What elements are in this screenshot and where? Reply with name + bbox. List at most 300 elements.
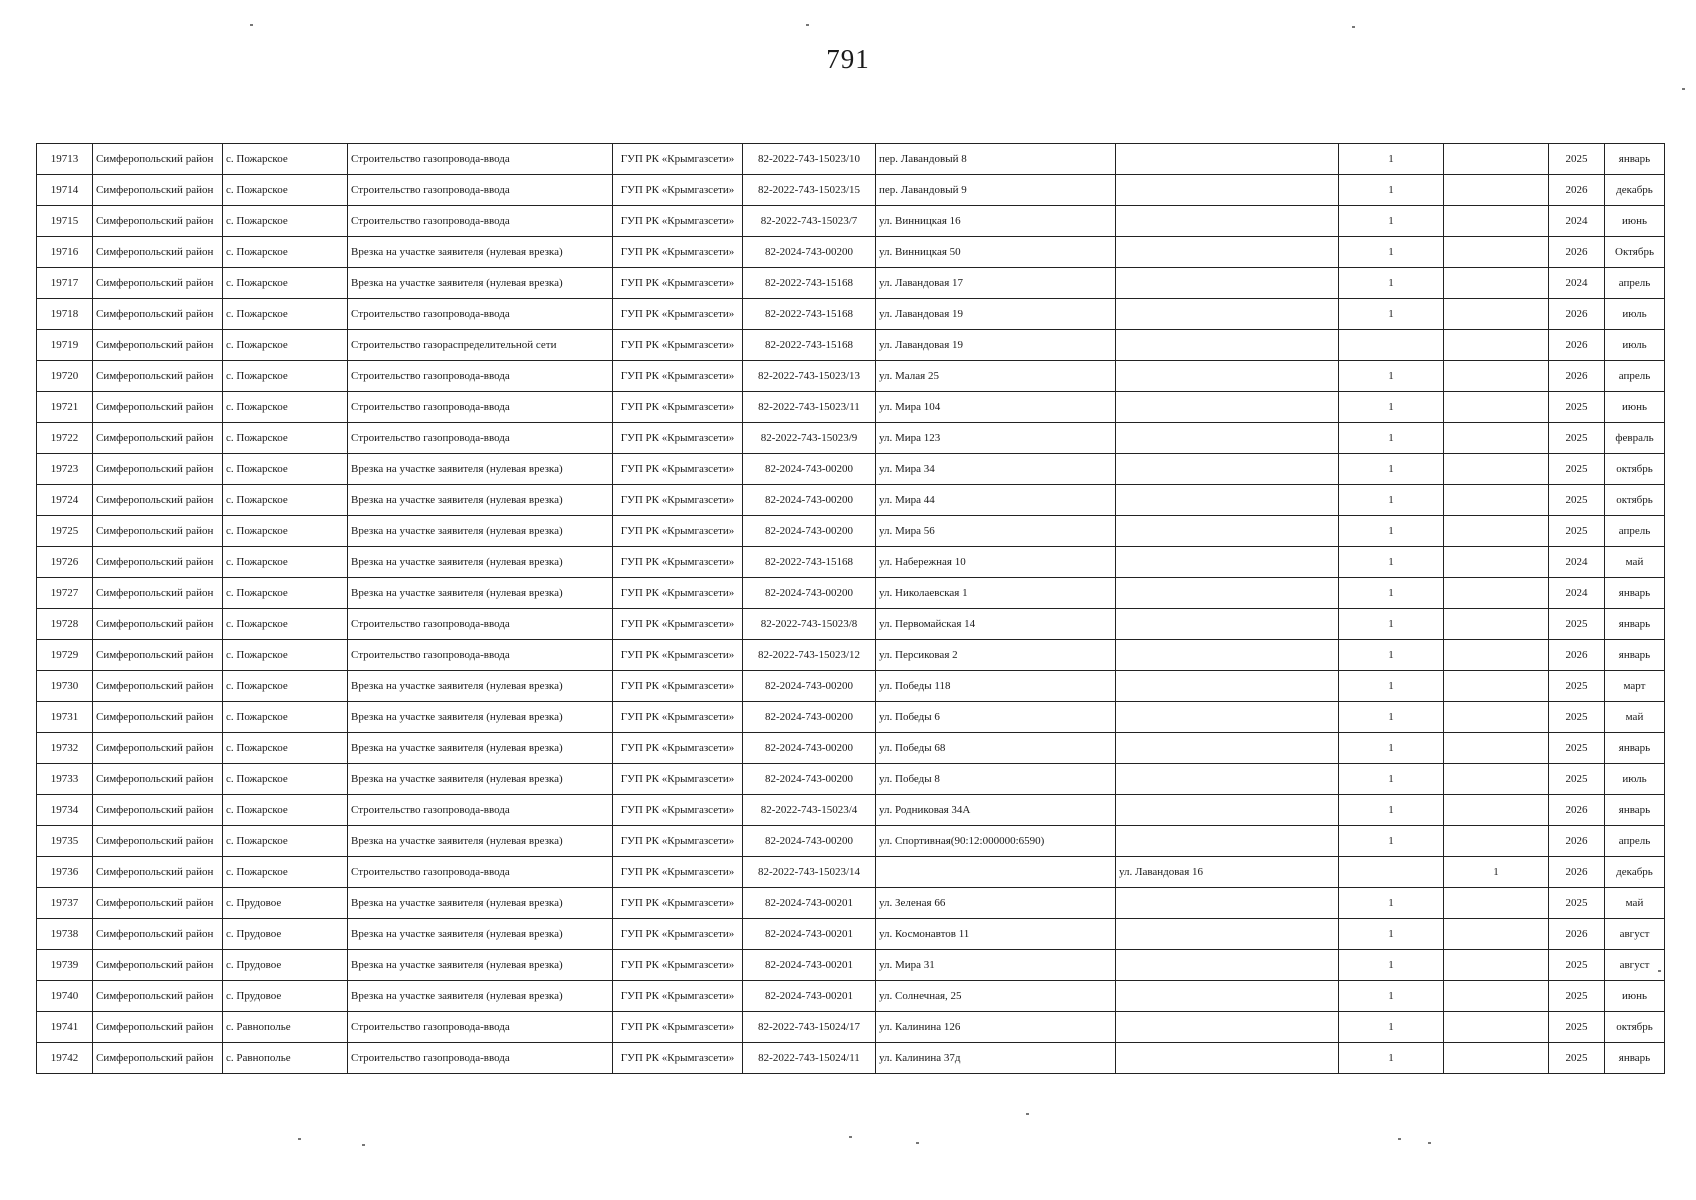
month-cell: январь [1605,640,1665,671]
organization-cell: ГУП РК «Крымгазсети» [613,1043,743,1074]
address-cell: ул. Николаевская 1 [876,578,1116,609]
address-alt-cell [1116,547,1339,578]
village-cell: с. Пожарское [223,795,348,826]
table-row [37,795,1665,826]
address-alt-cell [1116,640,1339,671]
quantity-cell: 1 [1339,888,1444,919]
address-cell: ул. Первомайская 14 [876,609,1116,640]
month-cell: май [1605,547,1665,578]
district-cell: Симферопольский район [93,764,223,795]
address-alt-cell [1116,1012,1339,1043]
work-type-cell: Строительство газопровода-ввода [348,609,613,640]
year-cell: 2025 [1549,764,1605,795]
quantity-alt-cell [1444,299,1549,330]
address-cell: ул. Мира 104 [876,392,1116,423]
organization-cell: ГУП РК «Крымгазсети» [613,609,743,640]
district-cell: Симферопольский район [93,330,223,361]
quantity-alt-cell [1444,175,1549,206]
row-number-cell: 19715 [37,206,93,237]
table-row [37,609,1665,640]
quantity-cell: 1 [1339,268,1444,299]
permit-code-cell: 82-2024-743-00200 [743,671,876,702]
month-cell: февраль [1605,423,1665,454]
work-type-cell: Врезка на участке заявителя (нулевая врезка) [348,671,613,702]
row-number-cell: 19713 [37,144,93,175]
address-cell [876,857,1116,888]
address-alt-cell [1116,237,1339,268]
permit-code-cell: 82-2024-743-00201 [743,919,876,950]
address-alt-cell [1116,206,1339,237]
quantity-alt-cell [1444,981,1549,1012]
row-number-cell: 19718 [37,299,93,330]
row-number-cell: 19741 [37,1012,93,1043]
permit-code-cell: 82-2022-743-15023/10 [743,144,876,175]
permit-code-cell: 82-2024-743-00200 [743,516,876,547]
village-cell: с. Пожарское [223,547,348,578]
quantity-alt-cell [1444,330,1549,361]
village-cell: с. Пожарское [223,299,348,330]
permit-code-cell: 82-2022-743-15023/12 [743,640,876,671]
month-cell: январь [1605,144,1665,175]
organization-cell: ГУП РК «Крымгазсети» [613,454,743,485]
work-type-cell: Врезка на участке заявителя (нулевая врезка) [348,454,613,485]
permit-code-cell: 82-2024-743-00201 [743,888,876,919]
permit-code-cell: 82-2024-743-00200 [743,764,876,795]
address-cell: ул. Набережная 10 [876,547,1116,578]
permit-code-cell: 82-2022-743-15023/4 [743,795,876,826]
quantity-cell [1339,857,1444,888]
table-row [37,547,1665,578]
organization-cell: ГУП РК «Крымгазсети» [613,671,743,702]
month-cell: август [1605,919,1665,950]
village-cell: с. Пожарское [223,702,348,733]
district-cell: Симферопольский район [93,640,223,671]
row-number-cell: 19739 [37,950,93,981]
quantity-alt-cell [1444,1012,1549,1043]
table-row [37,1043,1665,1074]
table-row [37,857,1665,888]
register-table [36,143,1665,1074]
row-number-cell: 19717 [37,268,93,299]
month-cell: январь [1605,795,1665,826]
district-cell: Симферопольский район [93,578,223,609]
district-cell: Симферопольский район [93,299,223,330]
address-cell: пер. Лавандовый 8 [876,144,1116,175]
work-type-cell: Врезка на участке заявителя (нулевая врезка) [348,485,613,516]
quantity-cell: 1 [1339,764,1444,795]
work-type-cell: Строительство газопровода-ввода [348,640,613,671]
year-cell: 2025 [1549,516,1605,547]
address-cell: ул. Победы 118 [876,671,1116,702]
table-row [37,826,1665,857]
address-alt-cell [1116,981,1339,1012]
district-cell: Симферопольский район [93,485,223,516]
year-cell: 2026 [1549,361,1605,392]
village-cell: с. Пожарское [223,206,348,237]
register-body [37,144,1665,1074]
district-cell: Симферопольский район [93,888,223,919]
organization-cell: ГУП РК «Крымгазсети» [613,888,743,919]
address-cell: ул. Лавандовая 19 [876,299,1116,330]
quantity-alt-cell [1444,423,1549,454]
row-number-cell: 19727 [37,578,93,609]
month-cell: Октябрь [1605,237,1665,268]
address-cell: ул. Мира 34 [876,454,1116,485]
table-row [37,1012,1665,1043]
village-cell: с. Пожарское [223,516,348,547]
scan-speck [250,24,253,26]
district-cell: Симферопольский район [93,547,223,578]
village-cell: с. Пожарское [223,268,348,299]
scan-speck [1428,1142,1431,1144]
address-alt-cell [1116,764,1339,795]
table-row [37,454,1665,485]
address-alt-cell [1116,888,1339,919]
quantity-cell: 1 [1339,1043,1444,1074]
organization-cell: ГУП РК «Крымгазсети» [613,640,743,671]
address-alt-cell [1116,175,1339,206]
organization-cell: ГУП РК «Крымгазсети» [613,392,743,423]
village-cell: с. Пожарское [223,330,348,361]
month-cell: июль [1605,764,1665,795]
work-type-cell: Врезка на участке заявителя (нулевая врезка) [348,950,613,981]
work-type-cell: Строительство газопровода-ввода [348,857,613,888]
address-alt-cell [1116,919,1339,950]
address-alt-cell [1116,485,1339,516]
year-cell: 2025 [1549,1043,1605,1074]
quantity-cell: 1 [1339,144,1444,175]
quantity-alt-cell [1444,1043,1549,1074]
quantity-cell: 1 [1339,702,1444,733]
organization-cell: ГУП РК «Крымгазсети» [613,795,743,826]
work-type-cell: Строительство газопровода-ввода [348,175,613,206]
organization-cell: ГУП РК «Крымгазсети» [613,423,743,454]
district-cell: Симферопольский район [93,702,223,733]
quantity-cell: 1 [1339,392,1444,423]
district-cell: Симферопольский район [93,516,223,547]
quantity-alt-cell [1444,454,1549,485]
quantity-alt-cell [1444,392,1549,423]
address-cell: ул. Космонавтов 11 [876,919,1116,950]
organization-cell: ГУП РК «Крымгазсети» [613,268,743,299]
village-cell: с. Равнополье [223,1043,348,1074]
address-cell: ул. Победы 68 [876,733,1116,764]
table-row [37,299,1665,330]
permit-code-cell: 82-2022-743-15024/11 [743,1043,876,1074]
quantity-cell: 1 [1339,206,1444,237]
month-cell: январь [1605,578,1665,609]
year-cell: 2025 [1549,702,1605,733]
table-row [37,578,1665,609]
organization-cell: ГУП РК «Крымгазсети» [613,919,743,950]
permit-code-cell: 82-2022-743-15023/13 [743,361,876,392]
row-number-cell: 19724 [37,485,93,516]
address-cell: ул. Лавандовая 19 [876,330,1116,361]
quantity-cell: 1 [1339,609,1444,640]
quantity-alt-cell [1444,733,1549,764]
district-cell: Симферопольский район [93,237,223,268]
row-number-cell: 19736 [37,857,93,888]
permit-code-cell: 82-2024-743-00200 [743,237,876,268]
organization-cell: ГУП РК «Крымгазсети» [613,516,743,547]
permit-code-cell: 82-2022-743-15168 [743,268,876,299]
address-cell: ул. Победы 6 [876,702,1116,733]
work-type-cell: Строительство газопровода-ввода [348,1043,613,1074]
permit-code-cell: 82-2022-743-15023/11 [743,392,876,423]
work-type-cell: Строительство газопровода-ввода [348,1012,613,1043]
table-row [37,206,1665,237]
work-type-cell: Врезка на участке заявителя (нулевая врезка) [348,888,613,919]
row-number-cell: 19723 [37,454,93,485]
address-alt-cell [1116,299,1339,330]
quantity-alt-cell [1444,547,1549,578]
address-alt-cell [1116,702,1339,733]
month-cell: январь [1605,609,1665,640]
work-type-cell: Врезка на участке заявителя (нулевая врезка) [348,516,613,547]
table-row [37,888,1665,919]
organization-cell: ГУП РК «Крымгазсети» [613,485,743,516]
permit-code-cell: 82-2024-743-00201 [743,950,876,981]
village-cell: с. Пожарское [223,237,348,268]
page-number: 791 [826,44,870,74]
district-cell: Симферопольский район [93,950,223,981]
address-alt-cell [1116,423,1339,454]
organization-cell: ГУП РК «Крымгазсети» [613,578,743,609]
organization-cell: ГУП РК «Крымгазсети» [613,733,743,764]
district-cell: Симферопольский район [93,175,223,206]
month-cell: июнь [1605,206,1665,237]
year-cell: 2025 [1549,392,1605,423]
quantity-cell: 1 [1339,919,1444,950]
table-row [37,950,1665,981]
quantity-cell: 1 [1339,981,1444,1012]
work-type-cell: Врезка на участке заявителя (нулевая врезка) [348,578,613,609]
quantity-cell: 1 [1339,578,1444,609]
district-cell: Симферопольский район [93,268,223,299]
village-cell: с. Прудовое [223,950,348,981]
address-alt-cell [1116,144,1339,175]
permit-code-cell: 82-2022-743-15023/9 [743,423,876,454]
quantity-alt-cell [1444,919,1549,950]
quantity-cell: 1 [1339,795,1444,826]
address-alt-cell [1116,516,1339,547]
quantity-cell: 1 [1339,1012,1444,1043]
quantity-cell: 1 [1339,237,1444,268]
year-cell: 2026 [1549,826,1605,857]
quantity-cell: 1 [1339,423,1444,454]
organization-cell: ГУП РК «Крымгазсети» [613,144,743,175]
quantity-alt-cell [1444,671,1549,702]
year-cell: 2026 [1549,857,1605,888]
address-cell: ул. Винницкая 50 [876,237,1116,268]
month-cell: июнь [1605,981,1665,1012]
quantity-alt-cell: 1 [1444,857,1549,888]
permit-code-cell: 82-2022-743-15168 [743,299,876,330]
work-type-cell: Врезка на участке заявителя (нулевая врезка) [348,733,613,764]
quantity-cell: 1 [1339,826,1444,857]
table-row [37,423,1665,454]
month-cell: январь [1605,733,1665,764]
table-row [37,764,1665,795]
year-cell: 2026 [1549,330,1605,361]
address-alt-cell [1116,330,1339,361]
row-number-cell: 19737 [37,888,93,919]
organization-cell: ГУП РК «Крымгазсети» [613,299,743,330]
year-cell: 2024 [1549,547,1605,578]
month-cell: декабрь [1605,857,1665,888]
village-cell: с. Прудовое [223,888,348,919]
quantity-cell: 1 [1339,299,1444,330]
address-cell: пер. Лавандовый 9 [876,175,1116,206]
year-cell: 2024 [1549,268,1605,299]
scan-speck [362,1144,365,1146]
village-cell: с. Пожарское [223,826,348,857]
table-row [37,702,1665,733]
month-cell: май [1605,888,1665,919]
village-cell: с. Пожарское [223,733,348,764]
quantity-alt-cell [1444,268,1549,299]
village-cell: с. Пожарское [223,485,348,516]
table-row [37,237,1665,268]
month-cell: январь [1605,1043,1665,1074]
address-cell: ул. Мира 44 [876,485,1116,516]
scan-speck [1398,1138,1401,1140]
address-cell: ул. Винницкая 16 [876,206,1116,237]
scan-speck [1026,1113,1029,1115]
address-alt-cell [1116,578,1339,609]
address-alt-cell [1116,950,1339,981]
year-cell: 2025 [1549,671,1605,702]
village-cell: с. Пожарское [223,671,348,702]
quantity-alt-cell [1444,516,1549,547]
quantity-alt-cell [1444,361,1549,392]
address-alt-cell [1116,392,1339,423]
work-type-cell: Строительство газораспределительной сети [348,330,613,361]
permit-code-cell: 82-2024-743-00200 [743,733,876,764]
year-cell: 2026 [1549,175,1605,206]
district-cell: Симферопольский район [93,423,223,454]
village-cell: с. Пожарское [223,175,348,206]
scan-speck [1658,970,1661,972]
village-cell: с. Пожарское [223,578,348,609]
table-row [37,981,1665,1012]
address-cell: ул. Спортивная(90:12:000000:6590) [876,826,1116,857]
address-cell: ул. Персиковая 2 [876,640,1116,671]
work-type-cell: Строительство газопровода-ввода [348,144,613,175]
district-cell: Симферопольский район [93,919,223,950]
quantity-cell: 1 [1339,733,1444,764]
address-cell: ул. Мира 31 [876,950,1116,981]
quantity-alt-cell [1444,640,1549,671]
district-cell: Симферопольский район [93,671,223,702]
scan-speck [916,1142,919,1144]
village-cell: с. Пожарское [223,640,348,671]
work-type-cell: Врезка на участке заявителя (нулевая врезка) [348,237,613,268]
quantity-cell: 1 [1339,454,1444,485]
year-cell: 2025 [1549,981,1605,1012]
row-number-cell: 19721 [37,392,93,423]
year-cell: 2026 [1549,919,1605,950]
row-number-cell: 19725 [37,516,93,547]
scan-speck [806,24,809,26]
address-cell: ул. Мира 56 [876,516,1116,547]
month-cell: октябрь [1605,1012,1665,1043]
district-cell: Симферопольский район [93,392,223,423]
address-cell: ул. Калинина 126 [876,1012,1116,1043]
table-row [37,392,1665,423]
work-type-cell: Врезка на участке заявителя (нулевая врезка) [348,826,613,857]
permit-code-cell: 82-2024-743-00200 [743,578,876,609]
address-alt-cell [1116,268,1339,299]
address-alt-cell [1116,733,1339,764]
scan-speck [1352,26,1355,28]
month-cell: октябрь [1605,454,1665,485]
row-number-cell: 19729 [37,640,93,671]
year-cell: 2025 [1549,144,1605,175]
district-cell: Симферопольский район [93,826,223,857]
permit-code-cell: 82-2024-743-00200 [743,702,876,733]
month-cell: апрель [1605,268,1665,299]
scan-speck [298,1138,301,1140]
year-cell: 2026 [1549,640,1605,671]
table-row [37,330,1665,361]
month-cell: апрель [1605,361,1665,392]
row-number-cell: 19742 [37,1043,93,1074]
work-type-cell: Врезка на участке заявителя (нулевая врезка) [348,981,613,1012]
quantity-cell: 1 [1339,671,1444,702]
work-type-cell: Строительство газопровода-ввода [348,795,613,826]
quantity-alt-cell [1444,206,1549,237]
scan-speck [849,1136,852,1138]
month-cell: июль [1605,299,1665,330]
quantity-alt-cell [1444,609,1549,640]
address-cell: ул. Калинина 37д [876,1043,1116,1074]
village-cell: с. Пожарское [223,764,348,795]
scan-speck [1682,88,1685,90]
row-number-cell: 19730 [37,671,93,702]
district-cell: Симферопольский район [93,609,223,640]
work-type-cell: Врезка на участке заявителя (нулевая врезка) [348,702,613,733]
district-cell: Симферопольский район [93,206,223,237]
row-number-cell: 19728 [37,609,93,640]
district-cell: Симферопольский район [93,733,223,764]
quantity-cell: 1 [1339,361,1444,392]
organization-cell: ГУП РК «Крымгазсети» [613,547,743,578]
month-cell: май [1605,702,1665,733]
quantity-alt-cell [1444,485,1549,516]
district-cell: Симферопольский район [93,981,223,1012]
permit-code-cell: 82-2024-743-00200 [743,454,876,485]
district-cell: Симферопольский район [93,1012,223,1043]
row-number-cell: 19720 [37,361,93,392]
permit-code-cell: 82-2024-743-00201 [743,981,876,1012]
row-number-cell: 19732 [37,733,93,764]
quantity-alt-cell [1444,144,1549,175]
month-cell: август [1605,950,1665,981]
permit-code-cell: 82-2022-743-15023/7 [743,206,876,237]
address-alt-cell [1116,361,1339,392]
village-cell: с. Прудовое [223,919,348,950]
address-cell: ул. Зеленая 66 [876,888,1116,919]
quantity-cell: 1 [1339,516,1444,547]
address-cell: ул. Малая 25 [876,361,1116,392]
quantity-alt-cell [1444,795,1549,826]
village-cell: с. Пожарское [223,144,348,175]
table-row [37,640,1665,671]
village-cell: с. Равнополье [223,1012,348,1043]
month-cell: апрель [1605,516,1665,547]
month-cell: декабрь [1605,175,1665,206]
